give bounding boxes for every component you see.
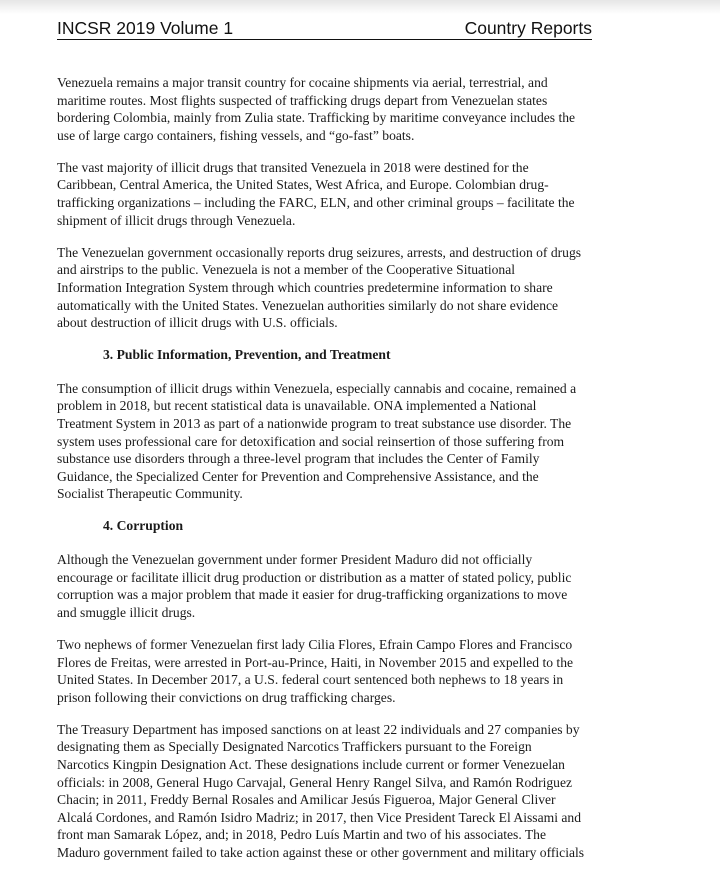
- text-line: The vast majority of illicit drugs that transited Venezuela in 2018 were destined for the: [57, 159, 529, 175]
- text-line: use of large cargo containers, fishing vessels, and “go-fast” boats.: [57, 127, 415, 143]
- text-line: prison following their convictions on drug trafficking charges.: [57, 689, 396, 705]
- text-line: Guidance, the Specialized Center for Prevention and Comprehensive Assistance, and the: [57, 468, 539, 484]
- text-line: problem in 2018, but recent statistical data is unavailable. ONA implemented a National: [57, 398, 537, 414]
- header-section: Country Reports: [464, 18, 592, 38]
- document-body: [57, 74, 677, 876]
- text-line: and smuggle illicit drugs.: [57, 604, 196, 620]
- page-header: [57, 17, 592, 40]
- text-line: Venezuela remains a major transit country for cocaine shipments via aerial, terrestrial, and: [57, 75, 548, 90]
- text-line: front man Samarak López, and; in 2018, Pedro Luís Martin and two of his associates. The: [57, 827, 547, 843]
- text-line: Treatment System in 2013 as part of a nationwide program to treat substance use disorder. The: [57, 416, 572, 431]
- text-line: The consumption of illicit drugs within Venezuela, especially cannabis and cocaine, remained a: [57, 380, 577, 396]
- text-line: trafficking organizations – including the FARC, ELN, and other criminal groups – facilitate the: [57, 195, 575, 211]
- text-line: shipment of illicit drugs through Venezuela.: [57, 212, 296, 228]
- header-title: INCSR 2019 Volume 1: [57, 18, 234, 38]
- text-line: Two nephews of former Venezuelan first lady Cilia Flores, Efrain Campo Flores and Francisco: [57, 636, 573, 652]
- text-line: and airstrips to the public. Venezuela is not a member of the Cooperative Situational: [57, 262, 516, 278]
- text-line: substance use disorders through a three-level program that includes the Center of Family: [57, 451, 540, 467]
- text-line: Socialist Therapeutic Community.: [57, 486, 243, 502]
- text-line: Information Integration System through which countries predetermine information to share: [57, 279, 553, 295]
- text-line: Caribbean, Central America, the United States, West Africa, and Europe. Colombian drug-: [57, 177, 549, 193]
- text-line: United States. In December 2017, a U.S. federal court sentenced both nephews to 18 years in: [57, 672, 564, 688]
- paragraph: [57, 551, 677, 621]
- paragraph: [57, 380, 677, 503]
- text-line: 3. Public Information, Prevention, and Treatment: [103, 347, 391, 363]
- section-heading: [103, 346, 677, 364]
- text-line: designating them as Specially Designated Narcotics Traffickers pursuant to the Foreign: [57, 739, 532, 755]
- text-line: automatically with the United States. Venezuelan authorities similarly do not share evidence: [57, 297, 559, 313]
- paragraph: [57, 244, 677, 332]
- text-line: Flores de Freitas, were arrested in Port-au-Prince, Haiti, in November 2015 and expelled to the: [57, 654, 574, 670]
- text-line: Maduro government failed to take action against these or other government and military officials: [57, 844, 585, 860]
- text-line: about destruction of illicit drugs with U.S. officials.: [57, 315, 338, 331]
- text-line: system uses professional care for detoxification and social reinsertion of those suffering from: [57, 433, 565, 449]
- paragraph: [57, 74, 677, 144]
- text-line: corruption was a major problem that made it easier for drug-trafficking organizations to move: [57, 587, 568, 603]
- text-line: Narcotics Kingpin Designation Act. These designations include current or former Venezuelan: [57, 757, 565, 772]
- paragraph: [57, 721, 677, 862]
- text-line: Alcalá Cordones, and Ramón Isidro Madriz; in 2017, then Vice President Tareck El Aissami and: [57, 809, 581, 825]
- text-line: officials: in 2008, General Hugo Carvajal, General Henry Rangel Silva, and Ramón Rodriguez: [57, 774, 573, 790]
- text-line: Chacin; in 2011, Freddy Bernal Rosales and Amilicar Jesús Figueroa, Major General Cliver: [57, 792, 556, 808]
- viewer-top-shadow: [0, 0, 720, 14]
- paragraph: [57, 636, 677, 706]
- text-line: bordering Colombia, mainly from Zulia state. Trafficking by maritime conveyance includes the: [57, 110, 576, 126]
- text-line: 4. Corruption: [103, 518, 184, 534]
- text-line: Although the Venezuelan government under former President Maduro did not officially: [57, 552, 533, 568]
- text-line: The Treasury Department has imposed sanctions on at least 22 individuals and 27 companies by: [57, 721, 580, 737]
- paragraph: [57, 159, 677, 229]
- text-line: The Venezuelan government occasionally reports drug seizures, arrests, and destruction of drugs: [57, 244, 582, 260]
- text-line: maritime routes. Most flights suspected of trafficking drugs depart from Venezuelan states: [57, 92, 548, 108]
- section-heading: [103, 517, 677, 535]
- text-line: encourage or facilitate illicit drug production or distribution as a matter of stated policy, public: [57, 569, 572, 585]
